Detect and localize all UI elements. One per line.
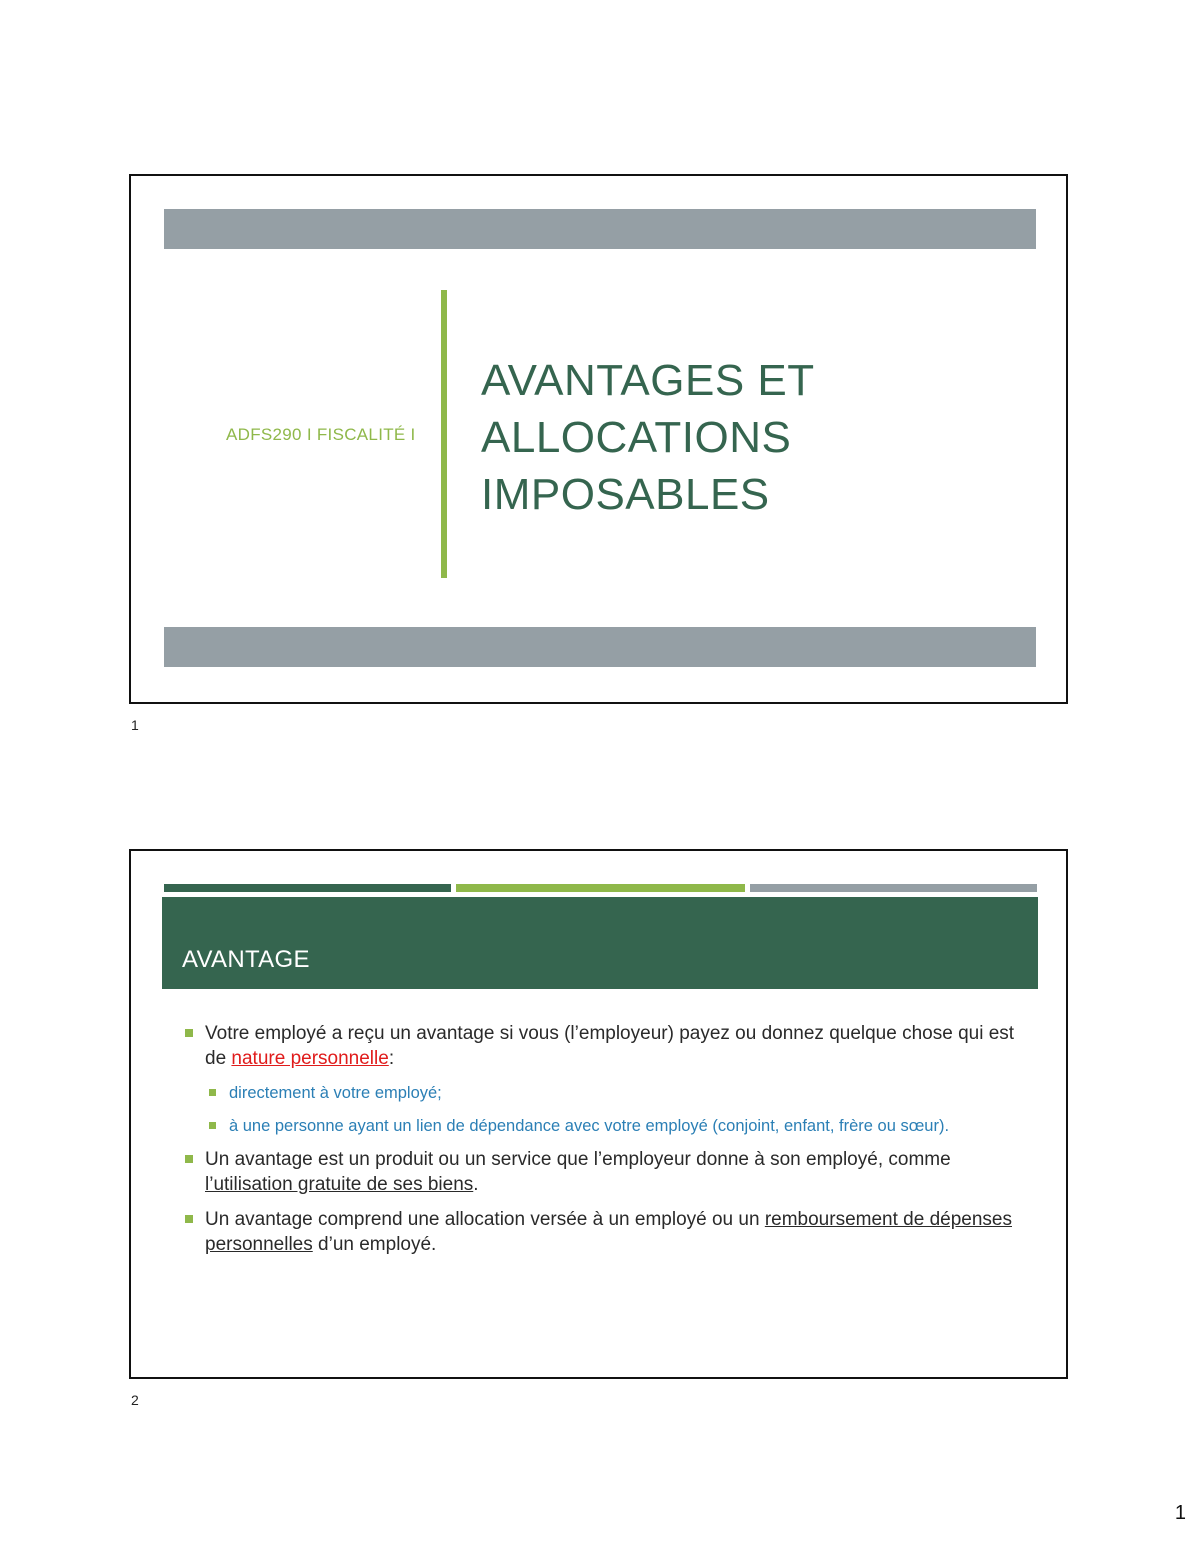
page-number: 1 — [1174, 1502, 1186, 1524]
bullet-1-colon: : — [388, 1048, 395, 1069]
header-band — [162, 897, 1038, 989]
bullet-1 — [183, 1021, 1023, 1071]
slide-content — [183, 1021, 1023, 1267]
stripe-light-green — [456, 884, 745, 892]
bullet-square-icon — [185, 1029, 193, 1037]
top-grey-bar — [164, 209, 1036, 249]
stripe-dark-green — [164, 884, 451, 892]
slide-heading: AVANTAGE — [182, 946, 310, 973]
bullet-square-icon — [185, 1155, 193, 1163]
slide-title — [481, 352, 1021, 523]
bullet-1-highlight: nature personnelle — [231, 1048, 389, 1069]
slide-number-1: 1 — [131, 717, 139, 733]
sub-bullet-square-icon — [209, 1122, 216, 1129]
course-subtitle: ADFS290 I FISCALITÉ I — [226, 425, 416, 444]
bullet-3-underline: remboursement de dépenses personnelles — [205, 1209, 1012, 1255]
sub-bullet-2 — [183, 1114, 1023, 1138]
sub-bullet-square-icon — [209, 1089, 216, 1096]
bullet-2-text: Un avantage est un produit ou un service que l’employeur donne à son employé, comme — [205, 1149, 951, 1170]
bullet-2-end: . — [473, 1174, 479, 1195]
bullet-2-underline: l’utilisation gratuite de ses biens — [205, 1174, 474, 1195]
title-line-3: IMPOSABLES — [481, 470, 770, 519]
bullet-2 — [183, 1147, 1023, 1197]
bullet-1-text: Votre employé a reçu un avantage si vous (l’employeur) payez ou donnez quelque chose qui est de — [205, 1023, 1015, 1069]
sub-bullet-2-text: à une personne ayant un lien de dépendance avec votre employé (conjoint, enfant, frère ou sœur). — [229, 1117, 950, 1135]
slide-2 — [129, 849, 1068, 1379]
vertical-divider — [441, 290, 447, 578]
slide-number-2: 2 — [131, 1392, 139, 1408]
bullet-3-text: Un avantage comprend une allocation versée à un employé ou un — [205, 1209, 765, 1230]
sub-bullet-1 — [183, 1081, 1023, 1105]
bullet-3-end: d’un employé. — [312, 1234, 437, 1255]
stripe-grey — [750, 884, 1037, 892]
bullet-3 — [183, 1207, 1023, 1257]
bullet-square-icon — [185, 1215, 193, 1223]
title-line-2: ALLOCATIONS — [481, 413, 792, 462]
title-line-1: AVANTAGES ET — [481, 356, 815, 405]
bottom-grey-bar — [164, 627, 1036, 667]
sub-bullet-1-text: directement à votre employé; — [229, 1084, 442, 1102]
slide-1 — [129, 174, 1068, 704]
